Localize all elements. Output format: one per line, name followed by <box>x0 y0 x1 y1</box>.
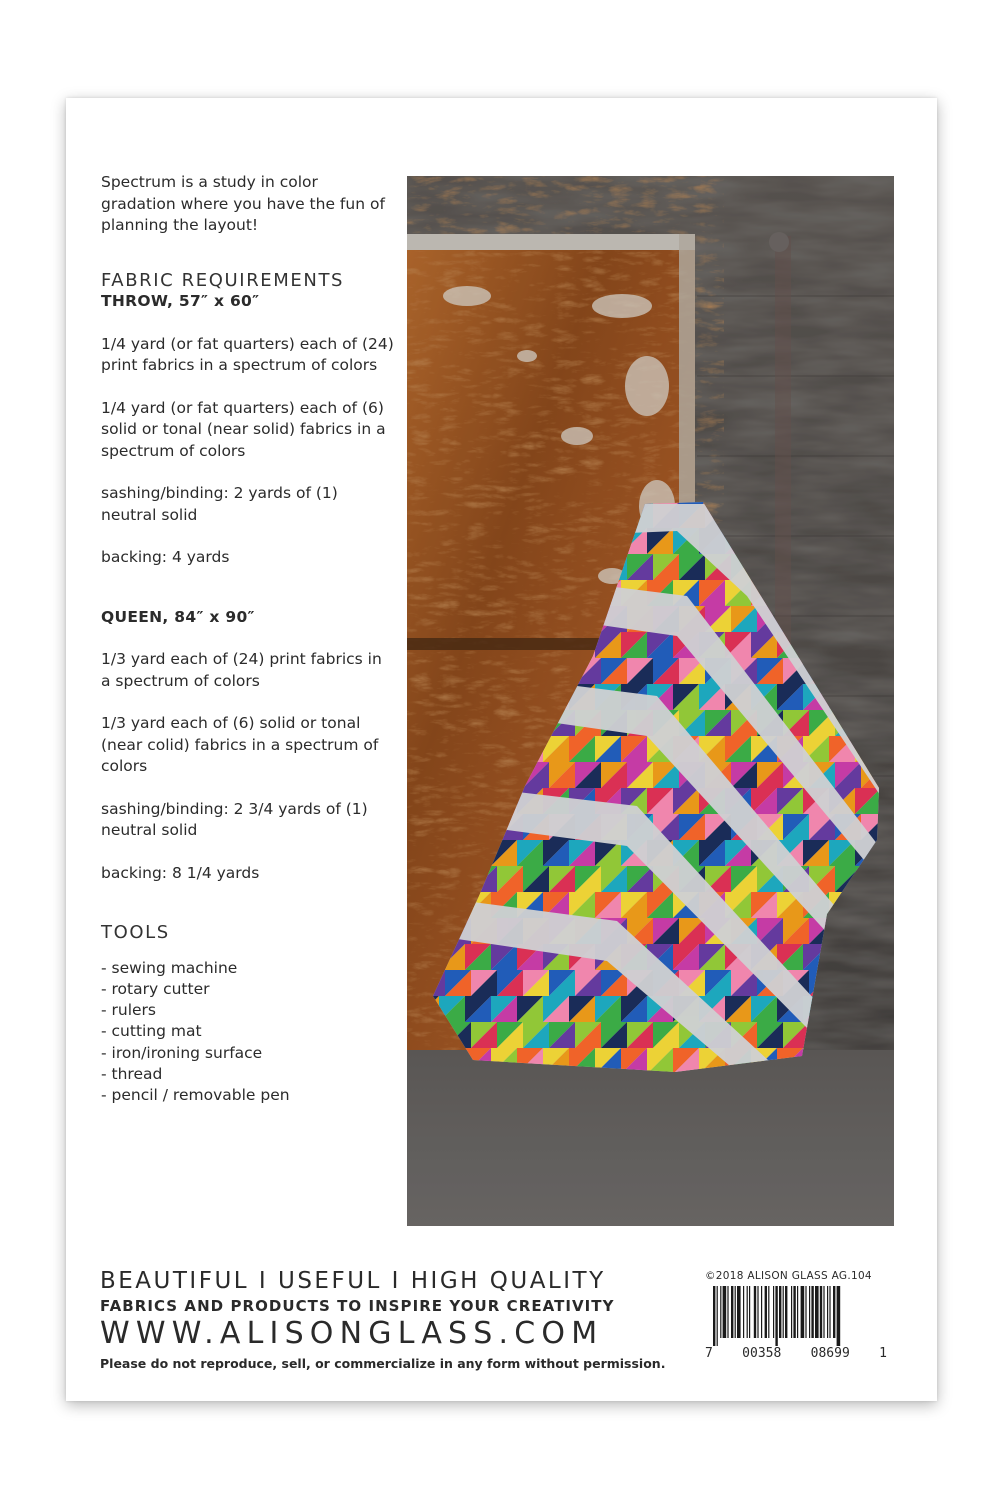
queen-requirement: backing: 8 1/4 yards <box>101 863 260 882</box>
tool-item: - pencil / removable pen <box>101 1086 290 1105</box>
tool-item: - rotary cutter <box>101 979 210 998</box>
copyright-label: ©2018 ALISON GLASS AG.104 <box>705 1270 872 1282</box>
barcode-bar <box>791 1286 792 1338</box>
barcode-bar <box>743 1286 744 1338</box>
queen-size-heading: QUEEN, 84″ x 90″ <box>101 607 255 626</box>
queen-requirement: 1/3 yard each of (6) solid or tonal (near colid) fabrics in a spectrum of colors <box>101 714 379 775</box>
barcode-digits <box>705 1346 887 1361</box>
barcode-bar <box>820 1286 822 1338</box>
barcode <box>705 1286 889 1348</box>
queen-requirement: 1/3 yard each of (24) print fabrics in a spectrum of colors <box>101 650 382 690</box>
barcode-digit: 00358 <box>742 1346 782 1361</box>
barcode-bar <box>735 1286 736 1338</box>
tool-item: - iron/ironing surface <box>101 1043 263 1062</box>
barcode-bar <box>783 1286 784 1338</box>
barcode-bar <box>749 1286 750 1338</box>
barcode-bar <box>723 1286 727 1338</box>
quilt-photo <box>407 176 894 1226</box>
tools-heading: TOOLS <box>101 922 170 943</box>
brand-footer <box>100 1266 692 1373</box>
barcode-bar <box>829 1286 830 1338</box>
barcode-bar <box>779 1286 781 1338</box>
copyright-notice: Please do not reproduce, sell, or commercialize in any form without permission. <box>100 1356 666 1371</box>
throw-size-heading: THROW, 57″ x 60″ <box>101 292 260 310</box>
throw-requirement: 1/4 yard (or fat quarters) each of (6) solid or tonal (near solid) fabrics in a spectrum of colors <box>101 398 386 460</box>
tool-item: - thread <box>101 1064 163 1083</box>
barcode-bar <box>737 1286 741 1338</box>
barcode-bar <box>797 1286 798 1338</box>
brand-tagline: BEAUTIFUL I USEFUL I HIGH QUALITY <box>100 1268 606 1294</box>
barcode-bar <box>720 1286 721 1338</box>
product-code-area <box>705 1270 895 1361</box>
tool-item: - cutting mat <box>101 1022 202 1041</box>
barcode-bar <box>833 1286 835 1338</box>
barcode-bar <box>768 1286 769 1338</box>
barcode-bar <box>823 1286 824 1338</box>
barcode-bar <box>815 1286 819 1338</box>
tool-item: - sewing machine <box>101 958 238 977</box>
barcode-bar <box>793 1286 795 1338</box>
throw-requirement: sashing/binding: 2 yards of (1) neutral solid <box>101 484 338 524</box>
queen-requirement: sashing/binding: 2 3/4 yards of (1) neutral solid <box>101 799 368 839</box>
throw-requirement: 1/4 yard (or fat quarters) each of (24) print fabrics in a spectrum of colors <box>101 334 394 374</box>
barcode-digit: 1 <box>879 1346 887 1361</box>
barcode-digit: 7 <box>705 1346 713 1361</box>
throw-requirement: backing: 4 yards <box>101 548 230 566</box>
fabric-requirements-heading: FABRIC REQUIREMENTS <box>101 269 345 291</box>
tools-list <box>101 958 396 1107</box>
brand-subtagline: FABRICS AND PRODUCTS TO INSPIRE YOUR CREATIVITY <box>100 1297 615 1315</box>
barcode-bar <box>785 1286 787 1338</box>
website-url: WWW.ALISONGLASS.COM <box>100 1316 604 1351</box>
barcode-bar <box>809 1286 810 1338</box>
barcode-bar <box>837 1286 841 1346</box>
barcode-bar <box>717 1286 718 1346</box>
barcode-bar <box>727 1286 728 1338</box>
barcode-bar <box>765 1286 767 1338</box>
barcode-bar <box>805 1286 806 1338</box>
barcode-bar <box>775 1286 777 1346</box>
barcode-digit: 08699 <box>810 1346 850 1361</box>
barcode-bar <box>827 1286 828 1338</box>
barcode-bar <box>713 1286 715 1346</box>
barcode-bar <box>757 1286 758 1338</box>
barcode-bar <box>747 1286 748 1338</box>
intro-text: Spectrum is a study in color gradation where you have the fun of planning the layout! <box>101 173 385 234</box>
barcode-bar <box>731 1286 733 1338</box>
barcode-bar <box>761 1286 762 1338</box>
tool-item: - rulers <box>101 1001 157 1020</box>
barcode-bar <box>801 1286 805 1338</box>
barcode-bar <box>754 1286 756 1338</box>
barcode-bar <box>773 1286 774 1338</box>
requirements-column <box>101 172 396 1107</box>
barcode-bar <box>811 1286 813 1338</box>
